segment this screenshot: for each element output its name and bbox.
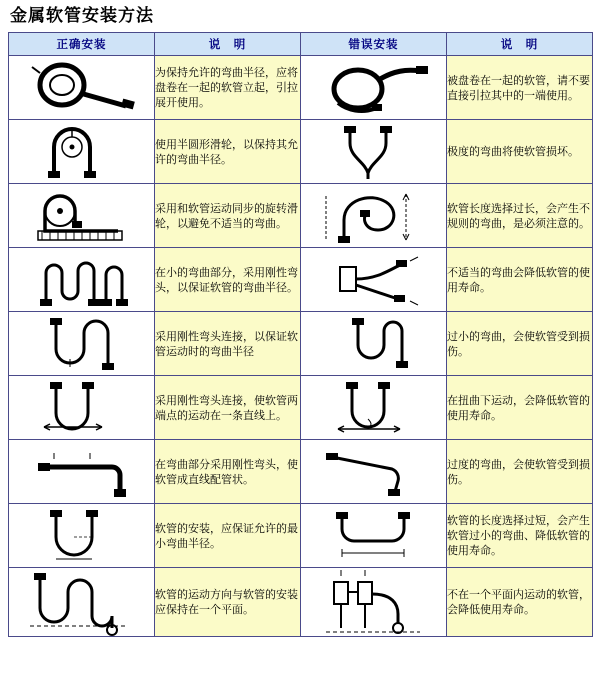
wrong-description-cell: 不适当的弯曲会降低软管的使用寿命。 bbox=[447, 248, 593, 312]
wrong-figure-cell bbox=[301, 248, 447, 312]
header-correct-description: 说 明 bbox=[155, 33, 301, 56]
long-hose-wrong-icon bbox=[301, 186, 446, 246]
correct-description-cell: 软管的安装，应保证允许的最小弯曲半径。 bbox=[155, 504, 301, 568]
straight-pipe-elbow-correct-icon bbox=[9, 443, 154, 501]
table-body bbox=[9, 56, 593, 637]
wrong-description-cell: 过小的弯曲，会使软管受到损伤。 bbox=[447, 312, 593, 376]
improper-bend-wrong-icon bbox=[301, 251, 446, 309]
wrong-figure-cell bbox=[301, 56, 447, 120]
rigid-elbow-small-bend-correct-icon bbox=[9, 251, 154, 309]
table-row bbox=[9, 568, 593, 637]
correct-figure-cell bbox=[9, 440, 155, 504]
table-row bbox=[9, 184, 593, 248]
table-row bbox=[9, 248, 593, 312]
wrong-figure-cell bbox=[301, 440, 447, 504]
correct-description-cell: 采用刚性弯头连接，使软管两端点的运动在一条直线上。 bbox=[155, 376, 301, 440]
wrong-description-cell: 在扭曲下运动，会降低软管的使用寿命。 bbox=[447, 376, 593, 440]
correct-figure-cell bbox=[9, 376, 155, 440]
correct-description-cell: 为保持允许的弯曲半径，应将盘卷在一起的软管立起，引拉展开使用。 bbox=[155, 56, 301, 120]
wrong-description-cell: 极度的弯曲将使软管损坏。 bbox=[447, 120, 593, 184]
correct-figure-cell bbox=[9, 568, 155, 637]
wrong-figure-cell bbox=[301, 312, 447, 376]
header-wrong-description: 说 明 bbox=[447, 33, 593, 56]
installation-methods-table bbox=[8, 32, 593, 637]
wrong-figure-cell bbox=[301, 504, 447, 568]
correct-figure-cell bbox=[9, 56, 155, 120]
table-row bbox=[9, 440, 593, 504]
table-row bbox=[9, 376, 593, 440]
correct-description-cell: 在小的弯曲部分，采用刚性弯头，以保证软管的弯曲半径。 bbox=[155, 248, 301, 312]
table-row bbox=[9, 312, 593, 376]
straight-line-motion-correct-icon bbox=[9, 379, 154, 437]
too-small-bend-wrong-icon bbox=[301, 315, 446, 373]
correct-figure-cell bbox=[9, 504, 155, 568]
wrong-description-cell: 软管长度选择过长，会产生不规则的弯曲，是必须注意的。 bbox=[447, 184, 593, 248]
wrong-description-cell: 不在一个平面内运动的软管，会降低使用寿命。 bbox=[447, 568, 593, 637]
rotating-pulley-correct-icon bbox=[9, 187, 154, 245]
same-plane-motion-correct-icon bbox=[9, 568, 154, 636]
correct-figure-cell bbox=[9, 248, 155, 312]
table-header bbox=[9, 33, 593, 56]
table-row bbox=[9, 120, 593, 184]
sharp-bend-wrong-icon bbox=[301, 123, 446, 181]
wrong-figure-cell bbox=[301, 120, 447, 184]
correct-figure-cell bbox=[9, 184, 155, 248]
header-row bbox=[9, 33, 593, 56]
wrong-figure-cell bbox=[301, 184, 447, 248]
wrong-description-cell: 过度的弯曲，会使软管受到损伤。 bbox=[447, 440, 593, 504]
table-row bbox=[9, 504, 593, 568]
wrong-figure-cell bbox=[301, 376, 447, 440]
correct-figure-cell bbox=[9, 120, 155, 184]
coiled-hose-wrong-icon bbox=[301, 59, 446, 117]
header-wrong-install: 错误安装 bbox=[301, 33, 447, 56]
short-length-wrong-icon bbox=[301, 507, 446, 565]
excessive-bend-wrong-icon bbox=[301, 443, 446, 501]
coiled-hose-correct-icon bbox=[9, 59, 154, 117]
wrong-description-cell: 被盘卷在一起的软管，请不要直接引拉其中的一端使用。 bbox=[447, 56, 593, 120]
page-title: 金属软管安装方法 bbox=[10, 6, 154, 26]
correct-description-cell: 采用和软管运动同步的旋转滑轮，以避免不适当的弯曲。 bbox=[155, 184, 301, 248]
correct-description-cell: 使用半圆形滑轮，以保持其允许的弯曲半径。 bbox=[155, 120, 301, 184]
correct-description-cell: 采用刚性弯头连接，以保证软管运动时的弯曲半径 bbox=[155, 312, 301, 376]
correct-description-cell: 软管的运动方向与软管的安装应保持在一个平面。 bbox=[155, 568, 301, 637]
correct-figure-cell bbox=[9, 312, 155, 376]
different-plane-motion-wrong-icon bbox=[301, 568, 446, 636]
header-correct-install: 正确安装 bbox=[9, 33, 155, 56]
semicircle-pulley-correct-icon bbox=[9, 123, 154, 181]
correct-description-cell: 在弯曲部分采用刚性弯头，使软管成直线配管状。 bbox=[155, 440, 301, 504]
wrong-description-cell: 软管的长度选择过短，会产生软管过小的弯曲、降低软管的使用寿命。 bbox=[447, 504, 593, 568]
table-row bbox=[9, 56, 593, 120]
twist-motion-wrong-icon bbox=[301, 379, 446, 437]
min-bend-radius-correct-icon bbox=[9, 507, 154, 565]
rigid-elbow-connection-correct-icon bbox=[9, 315, 154, 373]
wrong-figure-cell bbox=[301, 568, 447, 637]
